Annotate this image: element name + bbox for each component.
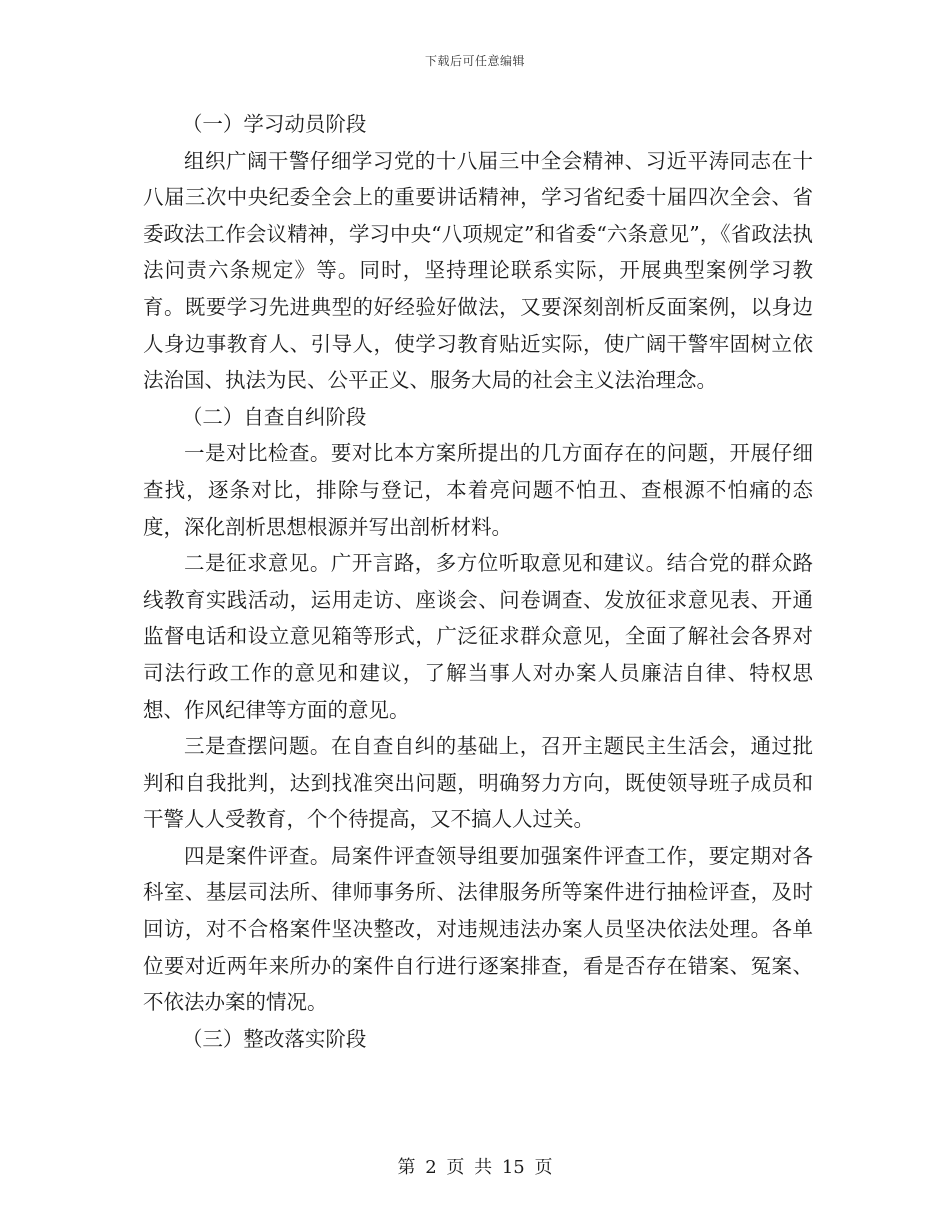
paragraph-check: 一是对比检查。要对比本方案所提出的几方面存在的问题，开展仔细查找，逐条对比，排除与登记，本着亮问题不怕丑、查根源不怕痛的态度，深化剖析思想根源并写出剖析材料。 [143, 441, 813, 539]
section-heading-1: （一）学习动员阶段 [181, 112, 367, 136]
document-body [143, 106, 813, 1057]
section-heading-3: （三）整改落实阶段 [181, 1026, 367, 1051]
paragraph-opinions: 二是征求意见。广开言路，多方位听取意见和建议。结合党的群众路线教育实践活动，运用走访、座谈会、问卷调查、发放征求意见表、开通监督电话和设立意见箱等形式，广泛征求群众意见，全面了解社会各界对司法行政工作的意见和建议，了解当事人对办案人员廉洁自律、特权思想、作风纪律等方面的意见。 [143, 551, 813, 722]
page-header: 下载后可任意编辑 [424, 54, 525, 68]
paragraph-problems: 三是查摆问题。在自查自纠的基础上，召开主题民主生活会，通过批判和自我批判，达到找准突出问题，明确努力方向，既使领导班子成员和干警人人受教育，个个待提高，又不搞人人过关。 [143, 734, 813, 832]
section-heading-2: （二）自查自纠阶段 [181, 404, 367, 429]
paragraph-study: 组织广阔干警仔细学习党的十八届三中全会精神、习近平涛同志在十八届三次中央纪委全会上的重要讲话精神，学习省纪委十届四次全会、省委政法工作会议精神，学习中央“八项规定”和省委“六条意见”，《省政法执法问责六条规定》等。同时，坚持理论联系实际，开展典型案例学习教育。既要学习先进典型的好经验好做法，又要深刻剖析反面案例，以身边人身边事教育人、引导人，使学习教育贴近实际，使广阔干警牢固树立依法治国、执法为民、公平正义、服务大局的社会主义法治理念。 [143, 148, 813, 393]
paragraph-case-review: 四是案件评查。局案件评查领导组要加强案件评查工作，要定期对各科室、基层司法所、律师事务所、法律服务所等案件进行抽检评查，及时回访，对不合格案件坚决整改，对违规违法办案人员坚决依法处理。各单位要对近两年来所办的案件自行进行逐案排查，看是否存在错案、冤案、不依法办案的情况。 [143, 843, 813, 1015]
page-footer: 第 2 页 共 15 页 [397, 1157, 553, 1178]
